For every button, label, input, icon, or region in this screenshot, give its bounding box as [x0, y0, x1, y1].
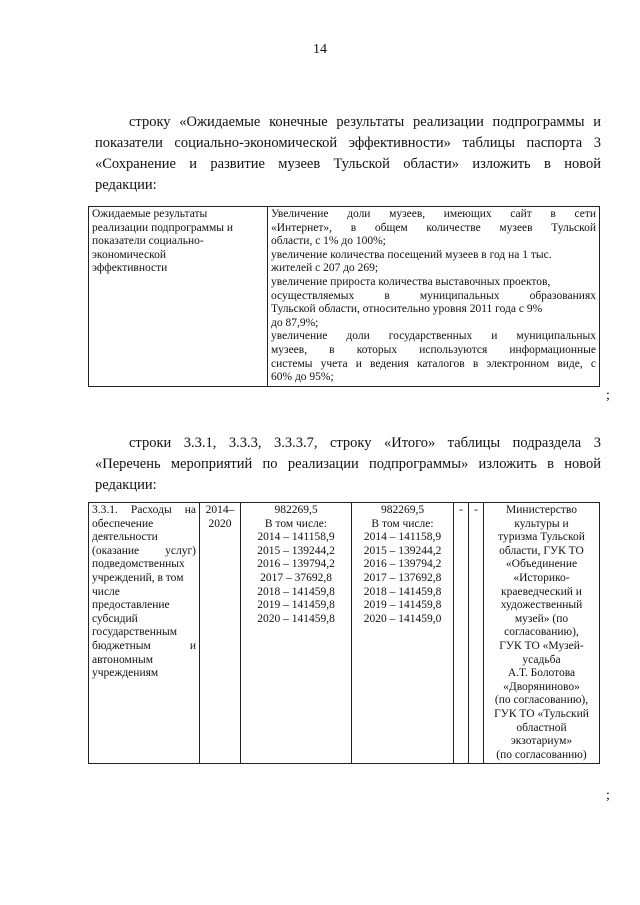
cell-line: увеличение прироста количества выставочных проектов, [271, 275, 551, 288]
cell-line: А.Т. Болотова [507, 667, 576, 680]
cell-line: 2016 – 139794,2 [363, 558, 442, 571]
cell-line: (по согласованию) [496, 748, 587, 761]
cell-line: краеведческий и [501, 585, 582, 598]
cell-line: ГУК ТО «Тульский [494, 707, 589, 720]
cell-line: 2019 – 141459,8 [257, 599, 335, 612]
results-value-cell [268, 207, 600, 387]
cell-line: 982269,5 [380, 504, 425, 516]
label-text: Ожидаемые результаты [92, 208, 208, 220]
cell-line: музеев, в которых используются информационные [271, 343, 596, 356]
cell-line: туризма Тульской [498, 531, 585, 544]
cell-line: В том числе: [264, 517, 328, 530]
cell-line: системы учета и ведения каталогов в электронном виде, с [271, 357, 596, 370]
paragraph-line: строку «Ожидаемые конечные результаты реализации подпрограммы и [129, 114, 601, 130]
cell-line: бюджетным и [92, 639, 196, 652]
label-line: реализации подпрограммы и [92, 221, 234, 234]
cell-line: (по согласованию), [494, 694, 589, 707]
cell-line: «Дворяниново» [503, 680, 580, 693]
cell-line: 2018 – 141459,8 [363, 585, 442, 598]
cell-line: «Интернет», в общем количестве музеев Тульской [271, 221, 596, 234]
cell-line: учреждениям [92, 667, 159, 680]
label-line: экономической [92, 248, 166, 261]
total-funding-cell [241, 503, 352, 764]
cell-line: 2017 – 137692,8 [363, 571, 442, 584]
cell-line: 2020 – 141459,8 [257, 612, 335, 625]
cell-line: 2014 – 141158,9 [257, 531, 335, 544]
paragraph-line: редакции: [95, 177, 157, 193]
cell-line: 3.3.1. Расходы на [92, 504, 196, 516]
label-line [92, 208, 264, 222]
cell-line: субсидий [92, 612, 138, 625]
cell-line: увеличение доли государственных и муниципальных [271, 330, 596, 343]
cell-line: обеспечение [92, 517, 154, 530]
cell-line: 2017 – 37692,8 [260, 571, 332, 584]
paragraph-line: редакции: [95, 477, 157, 493]
cell-line: усадьба [522, 653, 561, 666]
cell-line: числе [92, 585, 120, 598]
cell-line: Увеличение доли музеев, имеющих сайт в сети [271, 208, 596, 220]
cell-line: областной [516, 721, 567, 734]
paragraph-line: «Перечень мероприятий по реализации подпрограммы» изложить в новой [95, 456, 601, 472]
cell-line: области, с 1% до 100%; [271, 235, 386, 248]
activity-name-cell [89, 503, 200, 764]
cell-line: 2018 – 141459,8 [257, 585, 335, 598]
paragraph-line: показатели социально-экономической эффективности» таблицы паспорта 3 [95, 135, 601, 151]
cell-line: 60% до 95%; [271, 371, 334, 384]
cell-line: (оказание услуг) [92, 544, 196, 557]
paragraph-2 [95, 433, 601, 496]
results-label-cell [89, 207, 268, 387]
cell-line: жителей с 207 до 269; [271, 262, 379, 275]
cell-line: предоставление [92, 599, 170, 612]
paragraph-1 [95, 112, 601, 196]
cell-line: 2014 – 141158,9 [363, 531, 442, 544]
cell-line: деятельности [92, 531, 158, 544]
cell-line: 2014– [205, 504, 235, 516]
label-line: показатели социально- [92, 235, 204, 248]
cell-line: «Историко- [513, 571, 570, 584]
table-row [89, 503, 600, 764]
cell-line: увеличение количества посещений музеев в год на 1 тыс. [271, 248, 552, 261]
dash-cell-2: - [469, 503, 484, 764]
paragraph-line: строки 3.3.1, 3.3.3, 3.3.3.7, строку «Итого» таблицы подраздела 3 [129, 435, 601, 451]
activities-table [88, 502, 600, 764]
cell-line: 2019 – 141459,8 [363, 599, 442, 612]
label-line: эффективности [92, 262, 168, 275]
trailing-semicolon: ; [606, 388, 610, 403]
cell-line: художественный [500, 599, 583, 612]
cell-line: осуществляемых в муниципальных образованиях [271, 289, 596, 302]
cell-line: ГУК ТО «Музей- [499, 639, 584, 652]
cell-line: подведомственных [92, 558, 185, 571]
trailing-semicolon: ; [606, 788, 610, 803]
cell-line: 2016 – 139794,2 [257, 558, 335, 571]
page-number: 14 [313, 42, 327, 57]
executor-cell [484, 503, 600, 764]
cell-line: области, ГУК ТО [499, 544, 584, 557]
cell-line: культуры и [514, 517, 569, 530]
cell-line: согласованию), [504, 626, 579, 639]
regional-funding-cell [352, 503, 454, 764]
cell-line: до 87,9%; [271, 316, 319, 329]
cell-line: 2015 – 139244,2 [257, 544, 335, 557]
cell-line: «Объединение [505, 558, 578, 571]
passport-table [88, 206, 600, 387]
cell-line: учреждений, в том [92, 571, 184, 584]
cell-line: экзотариум» [510, 735, 573, 748]
cell-line: В том числе: [371, 517, 434, 530]
paragraph-line: «Сохранение и развитие музеев Тульской области» изложить в новой [95, 156, 601, 172]
cell-line: государственным [92, 626, 178, 639]
cell-line: Тульской области, относительно уровня 2011 года с 9% [271, 303, 543, 316]
cell-line: автономным [92, 653, 153, 666]
period-cell [200, 503, 241, 764]
cell-line: музей» (по [514, 612, 569, 625]
cell-line: 2015 – 139244,2 [363, 544, 442, 557]
table-row [89, 207, 600, 387]
cell-line: 2020 – 141459,0 [363, 612, 442, 625]
cell-line: Министерство [506, 504, 577, 516]
cell-line: 2020 [208, 517, 232, 530]
cell-line: 982269,5 [274, 504, 318, 516]
dash-cell-1: - [454, 503, 469, 764]
